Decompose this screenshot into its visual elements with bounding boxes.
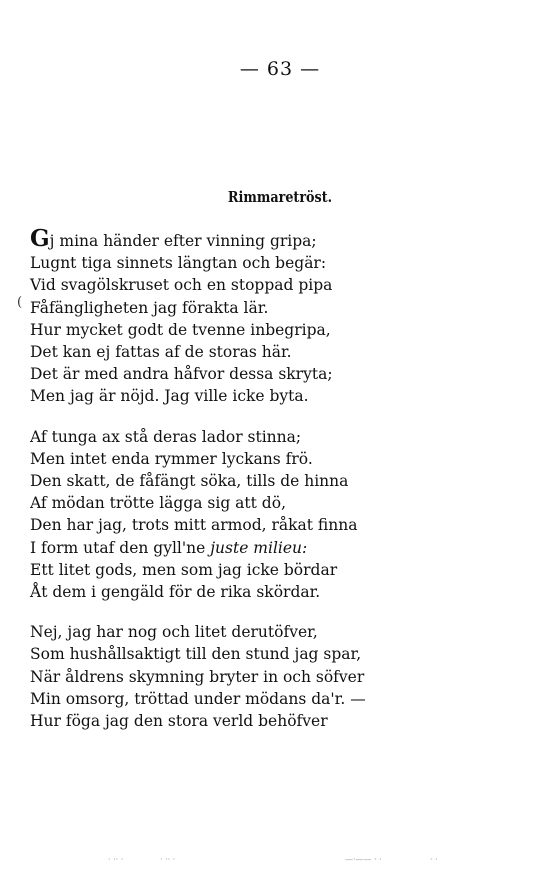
poem-line: Men intet enda rymmer lyckans frö. [30, 449, 313, 468]
poem-line: Lugnt tiga sinnets längtan och begär: [30, 254, 327, 273]
margin-mark: ( [17, 295, 23, 310]
poem-line: Åt dem i gengäld för de rika skördar. [30, 583, 321, 602]
scan-marks [0, 855, 560, 865]
poem-line: Gj mina händer efter vinning gripa; [30, 225, 317, 252]
poem-title: Rimmaretröst. [227, 188, 333, 206]
page-number: — 63 — [239, 58, 321, 80]
stanza-1 [30, 225, 530, 408]
poem-line: I form utaf den gyll'ne juste milieu: [30, 538, 308, 557]
poem-line: Af tunga ax stå deras lador stinna; [30, 427, 302, 446]
poem-line: Nej, jag har nog och litet derutöfver, [30, 623, 318, 642]
poem-line: Det är med andra håfvor dessa skryta; [30, 365, 333, 384]
poem-line: Men jag är nöjd. Jag ville icke byta. [30, 387, 309, 406]
poem-line: Hur föga jag den stora verld behöfver [30, 712, 328, 731]
poem-line: När åldrens skymning bryter in och söfver [30, 667, 365, 686]
poem-line: Den skatt, de fåfängt söka, tills de hinna [30, 472, 349, 491]
italic-phrase: juste milieu: [210, 538, 308, 557]
poem-line: Vid svagölskruset och en stoppad pipa [30, 276, 333, 295]
stanza-3 [30, 621, 530, 732]
poem-line: Ett litet gods, men som jag icke bördar [30, 560, 338, 579]
scan-smudge: · · [430, 855, 438, 864]
poem-line: Den har jag, trots mitt armod, råkat finna [30, 516, 358, 535]
poem-line: Som hushållsaktigt till den stund jag spar, [30, 645, 362, 664]
poem [30, 225, 530, 750]
scan-smudge: · ·· · [160, 855, 176, 864]
poem-line: Det kan ej fattas af de storas här. [30, 343, 292, 362]
drop-initial: G [30, 225, 50, 252]
poem-line: Min omsorg, tröttad under mödans da'r. — [30, 689, 366, 708]
poem-line: Hur mycket godt de tvenne inbegripa, [30, 320, 331, 339]
stanza-2 [30, 426, 530, 604]
scan-smudge: —·—— · · [345, 855, 382, 864]
scan-smudge: · ·· · [108, 855, 124, 864]
poem-line: Af mödan trötte lägga sig att dö, [30, 494, 286, 513]
poem-line: Fåfängligheten jag förakta lär. [30, 298, 269, 317]
